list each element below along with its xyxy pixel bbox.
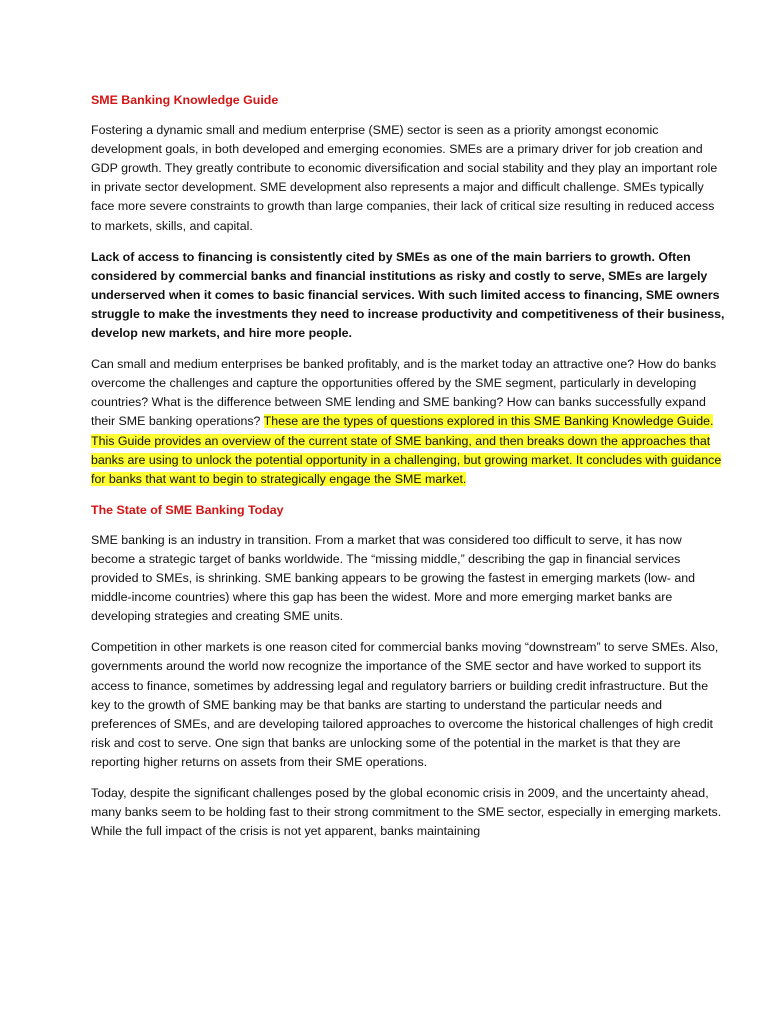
paragraph-questions-text: Can small and medium enterprises be banked profitably, and is the market today an attractive one? How do banks overcome the challenges and capture the opportunities offered by the SME segment, particularly in developing countries? What is the difference between SME lending and SME banking? How can banks successfully expand their SME banking operations? (91, 357, 717, 429)
highlighted-text: These are the types of questions explored in this SME Banking Knowledge Guide. This Guide provides an overview of the current state of SME banking, and then breaks down the approaches that banks are using to unlock the potential opportunity in a challenging, but growing market. It concludes with guidance for banks that want to begin to strategically engage the SME market. (91, 414, 722, 486)
paragraph-intro: Fostering a dynamic small and medium enterprise (SME) sector is seen as a priority amongst economic development goals, in both developed and emerging economies. SMEs are a primary driver for job creation and GDP growth. They greatly contribute to economic diversification and social stability and they play an important role in private sector development. SME development also represents a major and difficult challenge. SMEs typically face more severe constraints to growth than large companies, their lack of critical size resulting in reduced access to markets, skills, and capital. (91, 123, 718, 233)
paragraph-today: Today, despite the significant challenges posed by the global economic crisis in 2009, and the uncertainty ahead, many banks seem to be holding fast to their strong commitment to the SME sector, especially in emerging markets. While the full impact of the crisis is not yet apparent, banks maintaining (91, 786, 722, 839)
paragraph-financing-barrier: Lack of access to financing is consistently cited by SMEs as one of the main barriers to growth. Often considered by commercial banks and financial institutions as risky and costly to serve, SMEs are largely underserved when it comes to basic financial services. With such limited access to financing, SME owners struggle to make the investments they need to increase productivity and competitiveness of their business, develop new markets, and hire more people. (91, 249, 725, 341)
document-title: SME Banking Knowledge Guide (91, 93, 279, 107)
paragraph-questions (91, 355, 728, 489)
paragraph-transition: SME banking is an industry in transition. From a market that was considered too difficult to serve, it has now become a strategic target of banks worldwide. The “missing middle,” describing the gap in financial services provided to SMEs, is shrinking. SME banking appears to be growing the fastest in emerging markets (low- and middle-income countries) where this gap has been the widest. More and more emerging market banks are developing strategies and creating SME units. (91, 532, 695, 624)
section-heading: The State of SME Banking Today (91, 502, 284, 517)
paragraph-competition: Competition in other markets is one reason cited for commercial banks moving “downstream” to serve SMEs. Also, governments around the world now recognize the importance of the SME sector and have worked to support its access to finance, sometimes by addressing legal and regulatory barriers or building credit infrastructure. But the key to the growth of SME banking may be that banks are starting to understand the particular needs and preferences of SMEs, and are developing tailored approaches to overcome the historical challenges of high credit risk and cost to serve. One sign that banks are unlocking some of the potential in the market is that they are reporting higher returns on assets from their SME operations. (91, 640, 719, 769)
